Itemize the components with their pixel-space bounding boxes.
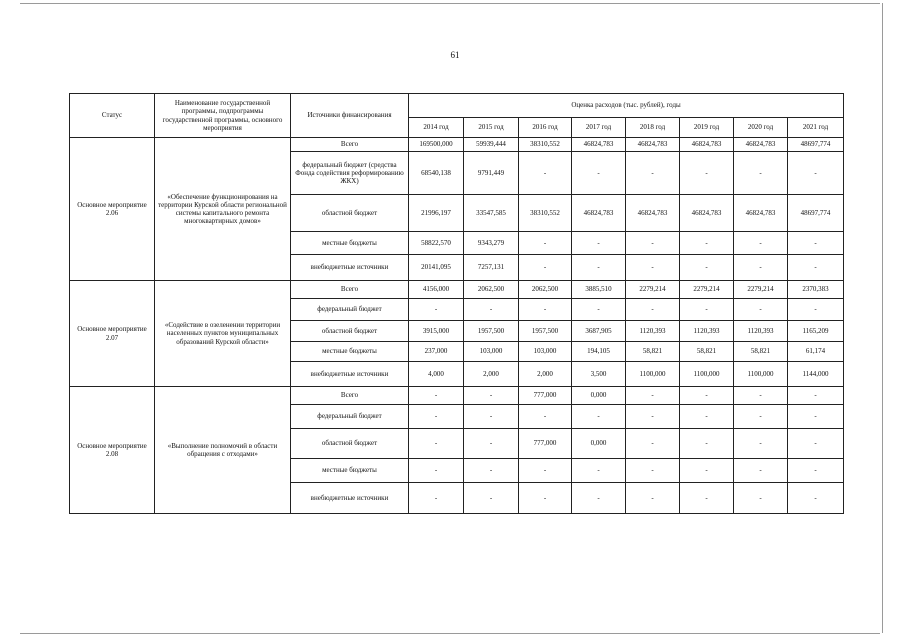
funding-source: Всего — [291, 138, 409, 152]
funding-source: внебюджетные источники — [291, 362, 409, 387]
amount-cell: 1120,393 — [680, 321, 734, 342]
budget-table — [69, 93, 844, 514]
amount-cell: 103,000 — [464, 342, 519, 362]
amount-cell: 61,174 — [788, 342, 844, 362]
amount-cell: 58,821 — [680, 342, 734, 362]
header-status: Статус — [70, 94, 155, 138]
funding-source: местные бюджеты — [291, 342, 409, 362]
header-estimate: Оценка расходов (тыс. рублей), годы — [409, 94, 844, 118]
amount-cell: 46824,783 — [572, 138, 626, 152]
amount-cell: 1144,000 — [788, 362, 844, 387]
header-year: 2015 год — [464, 118, 519, 138]
amount-cell: 237,000 — [409, 342, 464, 362]
header-year: 2020 год — [734, 118, 788, 138]
amount-cell: 194,105 — [572, 342, 626, 362]
amount-cell: 68540,138 — [409, 152, 464, 195]
funding-source: внебюджетные источники — [291, 255, 409, 281]
amount-cell: - — [409, 429, 464, 459]
amount-cell: - — [572, 299, 626, 321]
table-row — [70, 387, 844, 405]
amount-cell: - — [626, 483, 680, 514]
amount-cell: 48697,774 — [788, 195, 844, 232]
funding-source: областной бюджет — [291, 429, 409, 459]
scan-edge-right — [882, 3, 883, 633]
amount-cell: - — [680, 405, 734, 429]
amount-cell: - — [464, 405, 519, 429]
header-year: 2021 год — [788, 118, 844, 138]
amount-cell: 9343,279 — [464, 232, 519, 255]
amount-cell: - — [464, 387, 519, 405]
amount-cell: 3915,000 — [409, 321, 464, 342]
amount-cell: - — [572, 405, 626, 429]
group-name: «Выполнение полномочий в области обращения с отходами» — [155, 387, 291, 514]
amount-cell: - — [626, 387, 680, 405]
amount-cell: - — [519, 152, 572, 195]
amount-cell: 2062,500 — [464, 281, 519, 299]
amount-cell: - — [572, 483, 626, 514]
group-status: Основное мероприятие 2.07 — [70, 281, 155, 387]
amount-cell: 7257,131 — [464, 255, 519, 281]
amount-cell: - — [409, 299, 464, 321]
amount-cell: - — [734, 152, 788, 195]
header-year: 2016 год — [519, 118, 572, 138]
amount-cell: 46824,783 — [734, 138, 788, 152]
table-body — [70, 138, 844, 514]
amount-cell: 0,000 — [572, 429, 626, 459]
amount-cell: - — [519, 405, 572, 429]
amount-cell: - — [626, 152, 680, 195]
amount-cell: 3,500 — [572, 362, 626, 387]
amount-cell: - — [519, 459, 572, 483]
amount-cell: 38310,552 — [519, 195, 572, 232]
amount-cell: - — [788, 459, 844, 483]
page-number: 61 — [450, 50, 460, 60]
amount-cell: - — [464, 429, 519, 459]
header-year: 2014 год — [409, 118, 464, 138]
funding-source: областной бюджет — [291, 195, 409, 232]
amount-cell: 46824,783 — [680, 195, 734, 232]
amount-cell: - — [519, 299, 572, 321]
amount-cell: - — [572, 152, 626, 195]
amount-cell: - — [519, 255, 572, 281]
amount-cell: - — [788, 405, 844, 429]
amount-cell: 46824,783 — [626, 138, 680, 152]
funding-source: федеральный бюджет — [291, 405, 409, 429]
funding-source: федеральный бюджет — [291, 299, 409, 321]
amount-cell: - — [626, 459, 680, 483]
amount-cell: - — [788, 255, 844, 281]
header-name: Наименование государственной программы, подпрограммы государственной программы, основного мероприятия — [155, 94, 291, 138]
group-name: «Содействие в озеленении территории населенных пунктов муниципальных образований Курской области» — [155, 281, 291, 387]
amount-cell: - — [409, 387, 464, 405]
amount-cell: 20141,095 — [409, 255, 464, 281]
amount-cell: 38310,552 — [519, 138, 572, 152]
amount-cell: 2,000 — [464, 362, 519, 387]
amount-cell: 777,000 — [519, 387, 572, 405]
amount-cell: 46824,783 — [626, 195, 680, 232]
amount-cell: - — [734, 387, 788, 405]
amount-cell: 103,000 — [519, 342, 572, 362]
scan-edge-bottom — [20, 633, 880, 634]
amount-cell: 1120,393 — [626, 321, 680, 342]
amount-cell: 58822,570 — [409, 232, 464, 255]
amount-cell: 777,000 — [519, 429, 572, 459]
amount-cell: - — [734, 483, 788, 514]
amount-cell: - — [680, 255, 734, 281]
amount-cell: 4156,000 — [409, 281, 464, 299]
amount-cell: - — [734, 405, 788, 429]
amount-cell: - — [626, 299, 680, 321]
amount-cell: - — [734, 459, 788, 483]
header-year: 2018 год — [626, 118, 680, 138]
amount-cell: 1100,000 — [734, 362, 788, 387]
funding-source: Всего — [291, 387, 409, 405]
amount-cell: - — [680, 387, 734, 405]
amount-cell: - — [680, 459, 734, 483]
amount-cell: - — [626, 405, 680, 429]
amount-cell: 21996,197 — [409, 195, 464, 232]
amount-cell: 48697,774 — [788, 138, 844, 152]
table-row — [70, 281, 844, 299]
amount-cell: 4,000 — [409, 362, 464, 387]
amount-cell: 46824,783 — [572, 195, 626, 232]
amount-cell: - — [680, 429, 734, 459]
amount-cell: 2279,214 — [680, 281, 734, 299]
amount-cell: 2062,500 — [519, 281, 572, 299]
amount-cell: 1100,000 — [626, 362, 680, 387]
header-year: 2017 год — [572, 118, 626, 138]
funding-source: Всего — [291, 281, 409, 299]
amount-cell: - — [572, 459, 626, 483]
amount-cell: - — [464, 459, 519, 483]
amount-cell: - — [788, 429, 844, 459]
amount-cell: - — [680, 152, 734, 195]
amount-cell: - — [572, 232, 626, 255]
header-sources: Источники финансирования — [291, 94, 409, 138]
amount-cell: 3885,510 — [572, 281, 626, 299]
amount-cell: 33547,585 — [464, 195, 519, 232]
amount-cell: 1165,209 — [788, 321, 844, 342]
amount-cell: 46824,783 — [680, 138, 734, 152]
funding-source: областной бюджет — [291, 321, 409, 342]
amount-cell: - — [626, 255, 680, 281]
amount-cell: 2279,214 — [734, 281, 788, 299]
amount-cell: - — [734, 232, 788, 255]
amount-cell: 2370,383 — [788, 281, 844, 299]
amount-cell: - — [788, 232, 844, 255]
amount-cell: 58,821 — [626, 342, 680, 362]
amount-cell: 46824,783 — [734, 195, 788, 232]
amount-cell: 59939,444 — [464, 138, 519, 152]
amount-cell: - — [409, 405, 464, 429]
amount-cell: - — [464, 299, 519, 321]
amount-cell: - — [788, 483, 844, 514]
amount-cell: - — [734, 299, 788, 321]
amount-cell: 1120,393 — [734, 321, 788, 342]
amount-cell: - — [734, 255, 788, 281]
amount-cell: 169500,000 — [409, 138, 464, 152]
amount-cell: 9791,449 — [464, 152, 519, 195]
amount-cell: - — [680, 232, 734, 255]
amount-cell: 3687,905 — [572, 321, 626, 342]
funding-source: внебюджетные источники — [291, 483, 409, 514]
amount-cell: - — [626, 429, 680, 459]
amount-cell: 1957,500 — [464, 321, 519, 342]
amount-cell: - — [788, 387, 844, 405]
table-row — [70, 138, 844, 152]
amount-cell: 0,000 — [572, 387, 626, 405]
amount-cell: - — [519, 483, 572, 514]
amount-cell: 1957,500 — [519, 321, 572, 342]
amount-cell: - — [788, 152, 844, 195]
header-year: 2019 год — [680, 118, 734, 138]
amount-cell: - — [464, 483, 519, 514]
amount-cell: - — [680, 299, 734, 321]
amount-cell: 58,821 — [734, 342, 788, 362]
amount-cell: - — [734, 429, 788, 459]
amount-cell: - — [519, 232, 572, 255]
funding-source: местные бюджеты — [291, 232, 409, 255]
amount-cell: - — [409, 459, 464, 483]
amount-cell: - — [788, 299, 844, 321]
amount-cell: - — [626, 232, 680, 255]
amount-cell: - — [680, 483, 734, 514]
group-status: Основное мероприятие 2.08 — [70, 387, 155, 514]
group-status: Основное мероприятие 2.06 — [70, 138, 155, 281]
funding-source: федеральный бюджет (средства Фонда содействия реформированию ЖКХ) — [291, 152, 409, 195]
amount-cell: - — [572, 255, 626, 281]
funding-source: местные бюджеты — [291, 459, 409, 483]
group-name: «Обеспечение функционирования на территории Курской области региональной системы капитального ремонта многоквартирных домов» — [155, 138, 291, 281]
amount-cell: 2279,214 — [626, 281, 680, 299]
amount-cell: - — [409, 483, 464, 514]
amount-cell: 1100,000 — [680, 362, 734, 387]
scan-edge-top — [20, 3, 880, 4]
amount-cell: 2,000 — [519, 362, 572, 387]
